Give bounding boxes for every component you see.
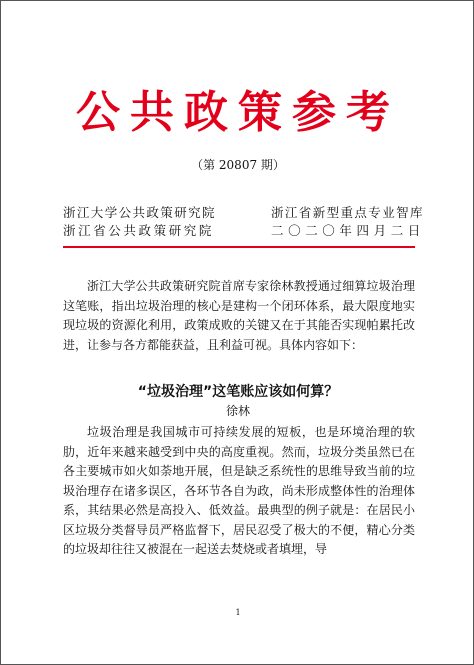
article-body: 垃圾治理是我国城市可持续发展的短板，也是环境治理的软肋，近年来越来越受到中央的高度重视。然而，垃圾分类虽然已在各主要城市如火如荼地开展，但是缺乏系统性的思维导致当前的垃圾治理存在诸多误区，各环节各自为政，尚未形成整体性的治理体系，其结果必然是高投入、低效益。最典型的例子就是：在居民小区垃圾分类督导员严格监督下，居民忍受了极大的不便，精心分类的垃圾却往往又被混在一起送去焚烧或者填埋，导: [63, 425, 415, 556]
org-left-1: 浙江大学公共政策研究院: [63, 205, 216, 220]
red-divider: [63, 246, 415, 248]
page-number: 1: [235, 608, 241, 617]
issue-date: 二〇二〇年四月二日: [271, 223, 425, 238]
document-title: 公共政策参考: [76, 87, 400, 138]
article-author: 徐林: [225, 404, 250, 418]
article-heading: “垃圾治理”这笔账应该如何算？: [137, 384, 339, 400]
org-right-1: 浙江省新型重点专业智库: [271, 205, 424, 220]
issue-number: （第 20807 期）: [191, 158, 285, 172]
intro-paragraph: 浙江大学公共政策研究院首席专家徐林教授通过细算垃圾治理这笔账，指出垃圾治理的核心是建构一个闭环体系，最大限度地实现垃圾的资源化利用，政策成败的关键又在于其能否实现帕累托改进，让参与各方都能获益，且利益可视。具体内容如下：: [63, 279, 415, 352]
org-left-2: 浙江省公共政策研究院: [63, 223, 215, 238]
